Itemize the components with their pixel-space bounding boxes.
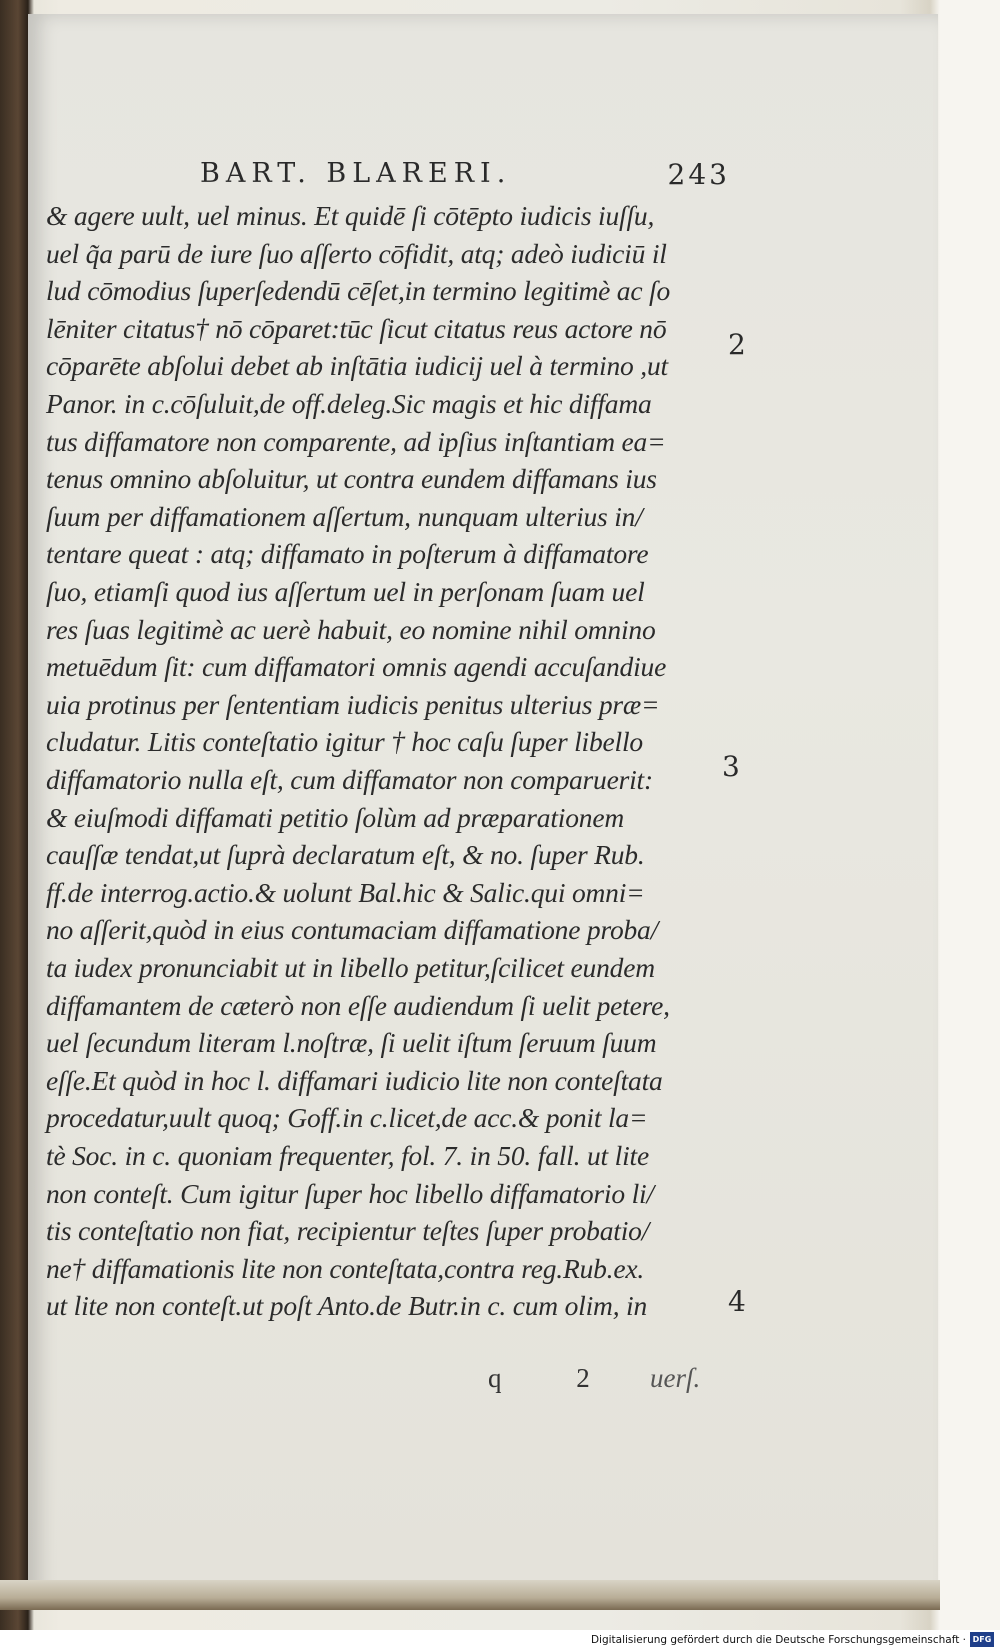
marginal-number-3: 3	[722, 750, 740, 783]
text-line: tentare queat : atq; diffamato in poſterum à diffamatore	[46, 538, 649, 570]
running-head: BART. BLARERI.	[200, 158, 512, 189]
footer-credit: Digitalisierung gefördert durch die Deutsche Forschungsgemeinschaft ·	[590, 1634, 966, 1646]
text-line: lēniter citatus† nō cōparet:tūc ſicut citatus reus actore nō	[46, 312, 667, 344]
text-line: & agere uult, uel minus. Et quidē ſi cōtēpto iudicis iuſſu,	[46, 200, 655, 231]
text-line: Panor. in c.cōſuluit,de off.deleg.Sic magis et hic diffama	[46, 388, 652, 419]
text-line: res ſuas legitimè ac uerè habuit, eo nomine nihil omnino	[46, 613, 656, 645]
text-line: tè Soc. in c. quoniam frequenter, fol. 7. in 50. fall. ut lite	[46, 1140, 649, 1171]
signature-mark: q 2	[488, 1363, 624, 1393]
catchword: uerſ.	[650, 1363, 701, 1393]
text-line: diffamatorio nulla eſt, cum diffamator non comparuerit:	[46, 764, 653, 795]
text-line: ne† diffamationis lite non conteſtata,contra reg.Rub.ex.	[46, 1252, 645, 1284]
text-line: eſſe.Et quòd in hoc l. diffamari iudicio lite non conteſtata	[46, 1064, 663, 1096]
text-line: cōparēte abſolui debet ab inſtātia iudicij uel à termino ,ut	[46, 350, 668, 382]
text-line: cludatur. Litis conteſtatio igitur † hoc caſu ſuper libello	[46, 726, 643, 758]
text-line: uel ſecundum literam l.noſtræ, ſi uelit iſtum ſeruum ſuum	[46, 1027, 657, 1059]
footer-bar	[0, 1630, 1000, 1652]
text-line: no aſſerit,quòd in eius contumaciam diffamatione proba/	[46, 914, 659, 946]
page-header	[200, 158, 730, 198]
text-line: & eiuſmodi diffamati petitio ſolùm ad præparationem	[46, 801, 624, 833]
text-line: tus diffamatore non comparente, ad ipſius inſtantiam ea=	[46, 425, 666, 457]
text-line: diffamantem de cæterò non eſſe audiendum ſi uelit petere,	[46, 989, 670, 1021]
text-line: procedatur,uult quoq; Goff.in c.licet,de acc.& ponit la=	[46, 1102, 648, 1134]
text-line: cauſſæ tendat,ut ſuprà declaratum eſt, & no. ſuper Rub.	[46, 839, 645, 871]
text-line: uia protinus per ſententiam iudicis penitus ulterius præ=	[46, 688, 660, 720]
text-line: lud cōmodius ſuperſedendū cēſet,in termino legitimè ac ſo	[46, 275, 671, 307]
dfg-logo: DFG	[970, 1632, 994, 1647]
text-line: ſuo, etiamſi quod ius aſſertum uel in perſonam ſuam uel	[46, 576, 645, 607]
text-line: ut lite non conteſt.ut poſt Anto.de Butr.in c. cum olim, in	[46, 1290, 648, 1322]
text-line: ſuum per diffamationem aſſertum, nunquam ulterius in/	[46, 500, 643, 532]
text-line: ta iudex pronunciabit ut in libello petitur,ſcilicet eundem	[46, 952, 655, 983]
text-line: tis conteſtatio non fiat, recipientur teſtes ſuper probatio/	[46, 1215, 650, 1247]
page-number: 243	[667, 158, 730, 191]
text-line: ff.de interrog.actio.& uolunt Bal.hic & Salic.qui omni=	[46, 876, 645, 908]
text-line: uel q̃a parū de iure ſuo aſſerto cōfidit, atq; adeò iudiciū il	[46, 237, 667, 269]
marginal-number-2: 2	[728, 328, 746, 361]
text-line: metuēdum ſit: cum diffamatori omnis agendi accuſandiue	[46, 651, 667, 683]
marginal-number-4: 4	[728, 1285, 746, 1318]
text-line: non conteſt. Cum igitur ſuper hoc libello diffamatorio li/	[46, 1177, 654, 1209]
text-line: tenus omnino abſoluitur, ut contra eundem diffamans ius	[46, 463, 657, 495]
page-bottom-edge	[0, 1580, 940, 1610]
